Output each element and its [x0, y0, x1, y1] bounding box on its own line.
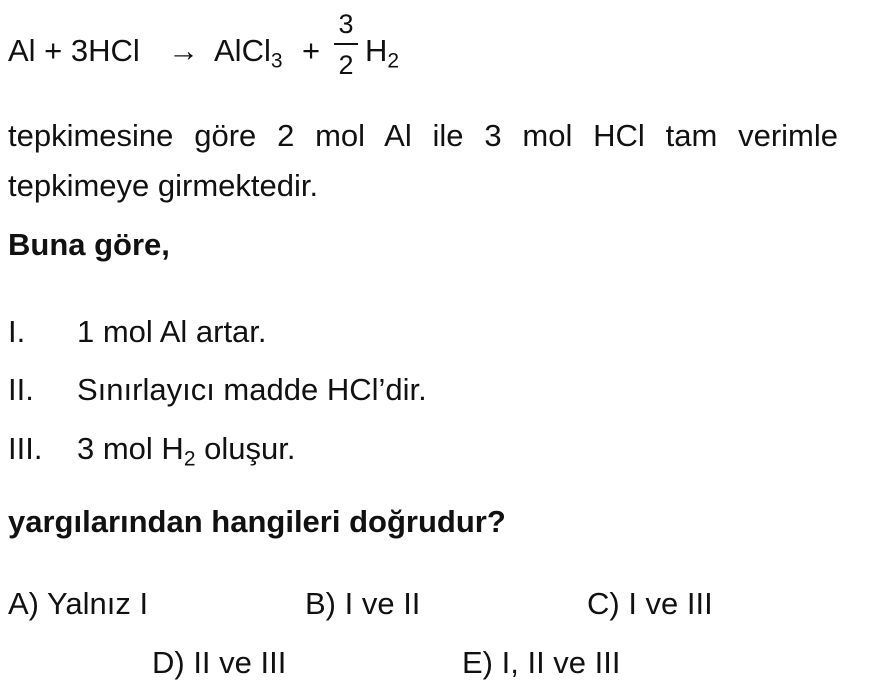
statement-3-after: oluşur. — [195, 431, 296, 466]
fraction-denominator: 2 — [338, 50, 354, 80]
reaction-arrow-icon: → — [168, 33, 199, 68]
option-d[interactable]: D) II ve III — [152, 645, 287, 680]
question-text: yargılarından hangileri doğrudur? — [8, 504, 506, 539]
statement-2-text: Sınırlayıcı madde HCl’dir. — [77, 372, 427, 407]
equation-plus: + — [302, 33, 321, 68]
h2-subscript: 2 — [387, 49, 400, 73]
option-c[interactable]: C) I ve III — [587, 586, 713, 621]
paragraph-line-2: tepkimeye girmektedir. — [8, 168, 319, 203]
statement-2-number: II. — [8, 372, 34, 407]
lead-text: Buna göre, — [8, 227, 170, 262]
statement-3-before: 3 mol H — [77, 431, 184, 466]
equation-product-h2 — [365, 33, 400, 73]
option-a[interactable]: A) Yalnız I — [8, 586, 149, 621]
coefficient-fraction — [333, 8, 359, 81]
statement-3-subscript: 2 — [183, 447, 196, 471]
product-base: AlCl — [214, 33, 271, 68]
equation-product-alcl3 — [214, 33, 283, 73]
statement-3-text — [77, 431, 296, 471]
question-paragraph — [8, 111, 838, 211]
fraction-numerator: 3 — [338, 9, 354, 39]
option-e[interactable]: E) I, II ve III — [462, 645, 621, 680]
fraction-bar — [334, 43, 358, 45]
option-b[interactable]: B) I ve II — [305, 586, 421, 621]
statement-1-number: I. — [8, 314, 26, 349]
equation-reactants: Al + 3HCl — [8, 33, 140, 68]
h2-base: H — [365, 33, 388, 68]
statement-3-number: III. — [8, 431, 43, 466]
product-subscript: 3 — [270, 49, 283, 73]
paragraph-line-1: tepkimesine göre 2 mol Al ile 3 mol HCl tam verimle — [8, 118, 838, 153]
statement-1-text: 1 mol Al artar. — [77, 314, 267, 349]
